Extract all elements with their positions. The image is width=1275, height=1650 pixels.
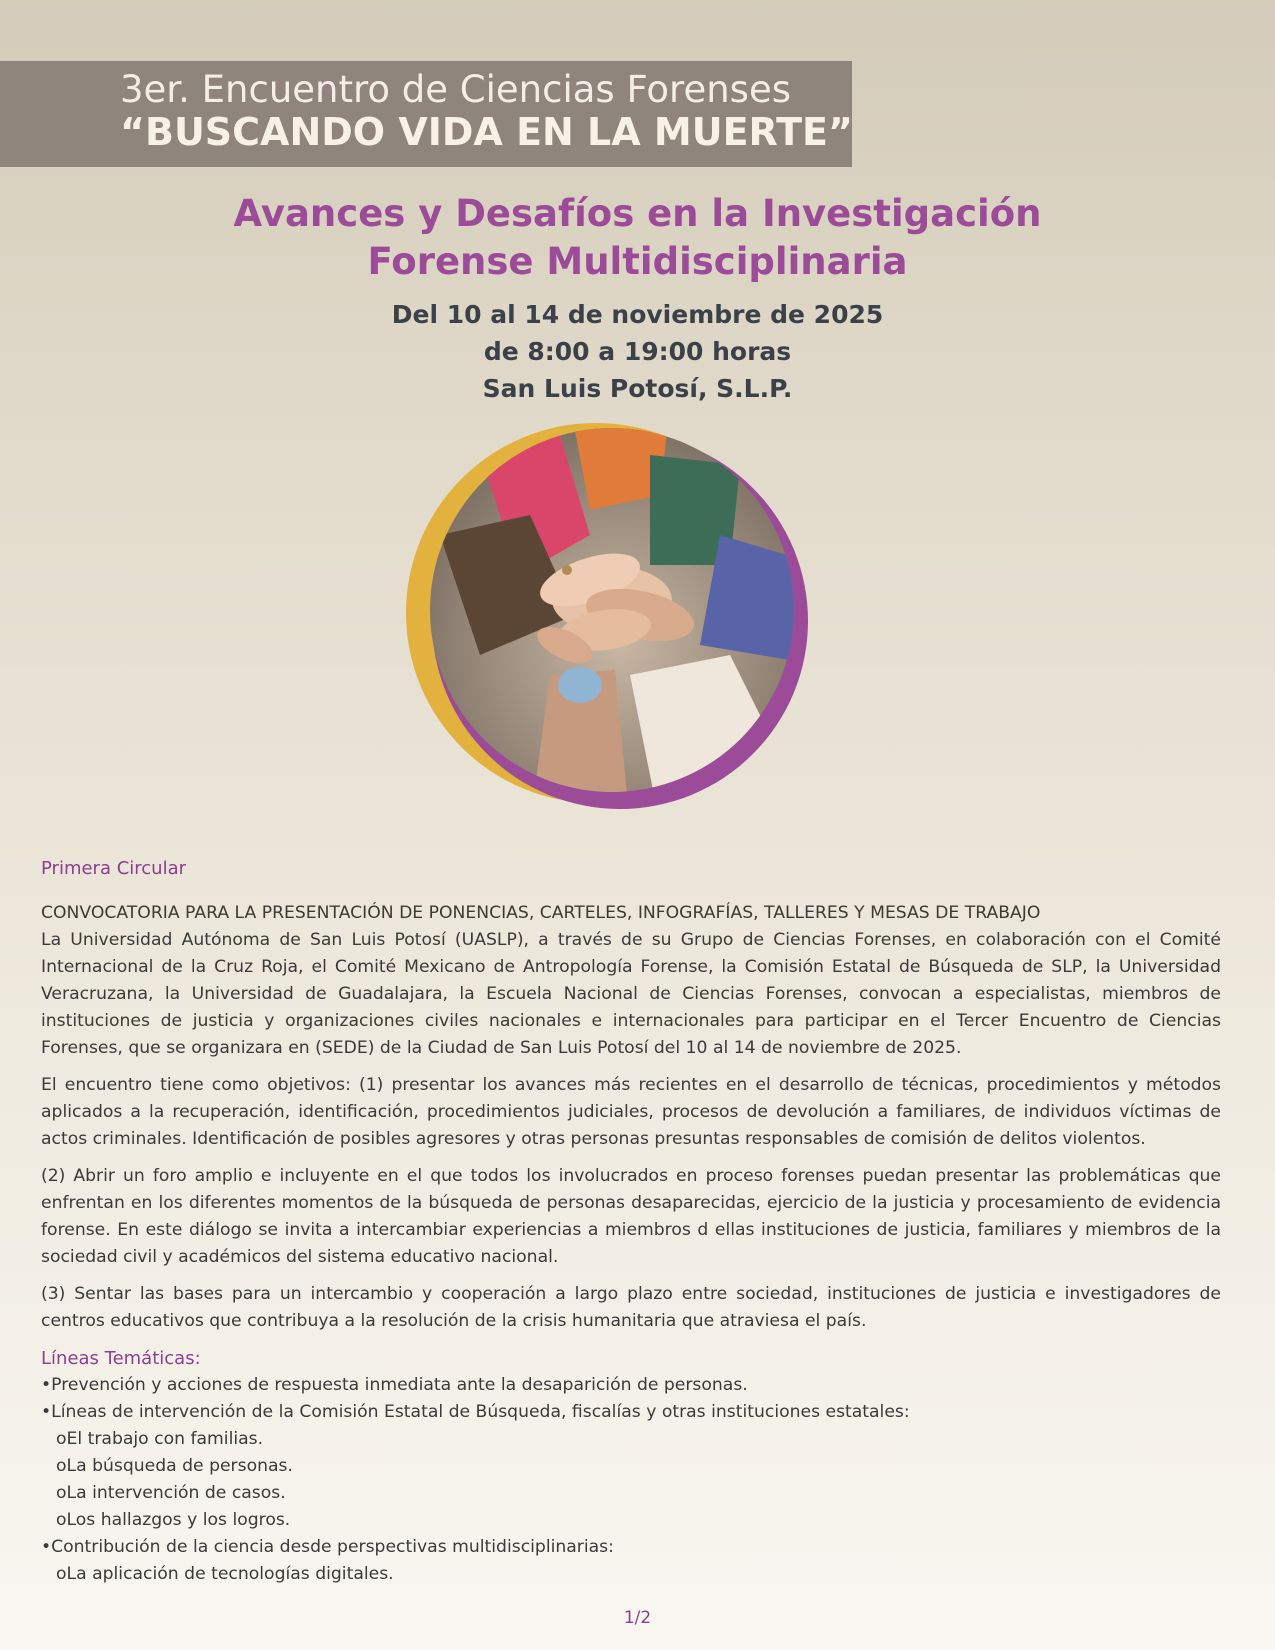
subtitle-line-1: Avances y Desafíos en la Investigación bbox=[233, 192, 1042, 235]
paragraph-forum: (2) Abrir un foro amplio e incluyente en el que todos los involucrados en proceso forenses puedan presentar las problemáticas que enfrentan en los diferentes momentos de la búsqueda de personas desaparecidas, ejercicio de la justicia y procesamiento de evidencia forense. En este diálogo se invita a intercambiar experiencias a miembros d ellas instituciones de justicia, familiares y miembros de la sociedad civil y académicos del sistema educativo nacional. bbox=[41, 1166, 1221, 1267]
page-number: 1/2 bbox=[623, 1608, 652, 1628]
list-item: •Líneas de intervención de la Comisión Estatal de Búsqueda, fiscalías y otras instituciones estatales: bbox=[41, 1402, 910, 1422]
event-hours: de 8:00 a 19:00 horas bbox=[483, 337, 792, 366]
event-location: San Luis Potosí, S.L.P. bbox=[482, 374, 793, 403]
paragraph-objectives: El encuentro tiene como objetivos: (1) presentar los avances más recientes en el desarrollo de técnicas, procedimientos y métodos aplicados a la recuperación, identificación, procedimientos judiciales, procesos de devolución a familiares, de individuos víctimas de actos criminales. Identificación de posibles agresores y otras personas presuntas responsables de comisión de delitos violentos. bbox=[41, 1075, 1221, 1149]
event-dates: Del 10 al 14 de noviembre de 2025 bbox=[391, 300, 884, 329]
hands-photo-illustration bbox=[400, 415, 820, 830]
list-item: •Contribución de la ciencia desde perspectivas multidisciplinarias: bbox=[41, 1537, 614, 1557]
list-item: oLa intervención de casos. bbox=[56, 1483, 286, 1503]
paragraph-cooperation: (3) Sentar las bases para un intercambio y cooperación a largo plazo entre sociedad, instituciones de justicia e investigadores de centros educativos que contribuya a la resolución de la crisis humanitaria que atraviesa el país. bbox=[41, 1284, 1221, 1331]
list-item: oLos hallazgos y los logros. bbox=[56, 1510, 291, 1530]
event-title: 3er. Encuentro de Ciencias Forenses bbox=[120, 68, 791, 111]
convocatoria-heading: CONVOCATORIA PARA LA PRESENTACIÓN DE PONENCIAS, CARTELES, INFOGRAFÍAS, TALLERES Y MESAS DE TRABAJO bbox=[41, 903, 1041, 923]
title-banner bbox=[0, 61, 852, 167]
list-item: •Prevención y acciones de respuesta inmediata ante la desaparición de personas. bbox=[41, 1375, 748, 1395]
paragraph-intro: La Universidad Autónoma de San Luis Potosí (UASLP), a través de su Grupo de Ciencias Forenses, en colaboración con el Comité Internacional de la Cruz Roja, el Comité Mexicano de Antropología Forense, la Comisión Estatal de Búsqueda de SLP, la Universidad Veracruzana, la Universidad de Guadalajara, la Escuela Nacional de Ciencias Forenses, convocan a especialistas, miembros de instituciones de justicia y organizaciones civiles nacionales e internacionales para participar en el Tercer Encuentro de Ciencias Forenses, que se organizara en (SEDE) de la Ciudad de San Luis Potosí del 10 al 14 de noviembre de 2025. bbox=[41, 930, 1221, 1058]
subtitle-line-2: Forense Multidisciplinaria bbox=[367, 240, 908, 283]
event-slogan: “BUSCANDO VIDA EN LA MUERTE” bbox=[120, 110, 853, 154]
hands-photo bbox=[400, 415, 820, 830]
announcement-body bbox=[41, 855, 1221, 1588]
lineas-heading: Líneas Temáticas: bbox=[41, 1348, 201, 1369]
list-item: oEl trabajo con familias. bbox=[56, 1429, 264, 1449]
list-item: oLa aplicación de tecnologías digitales. bbox=[56, 1564, 394, 1584]
circular-label: Primera Circular bbox=[41, 858, 187, 879]
list-item: oLa búsqueda de personas. bbox=[56, 1456, 293, 1476]
